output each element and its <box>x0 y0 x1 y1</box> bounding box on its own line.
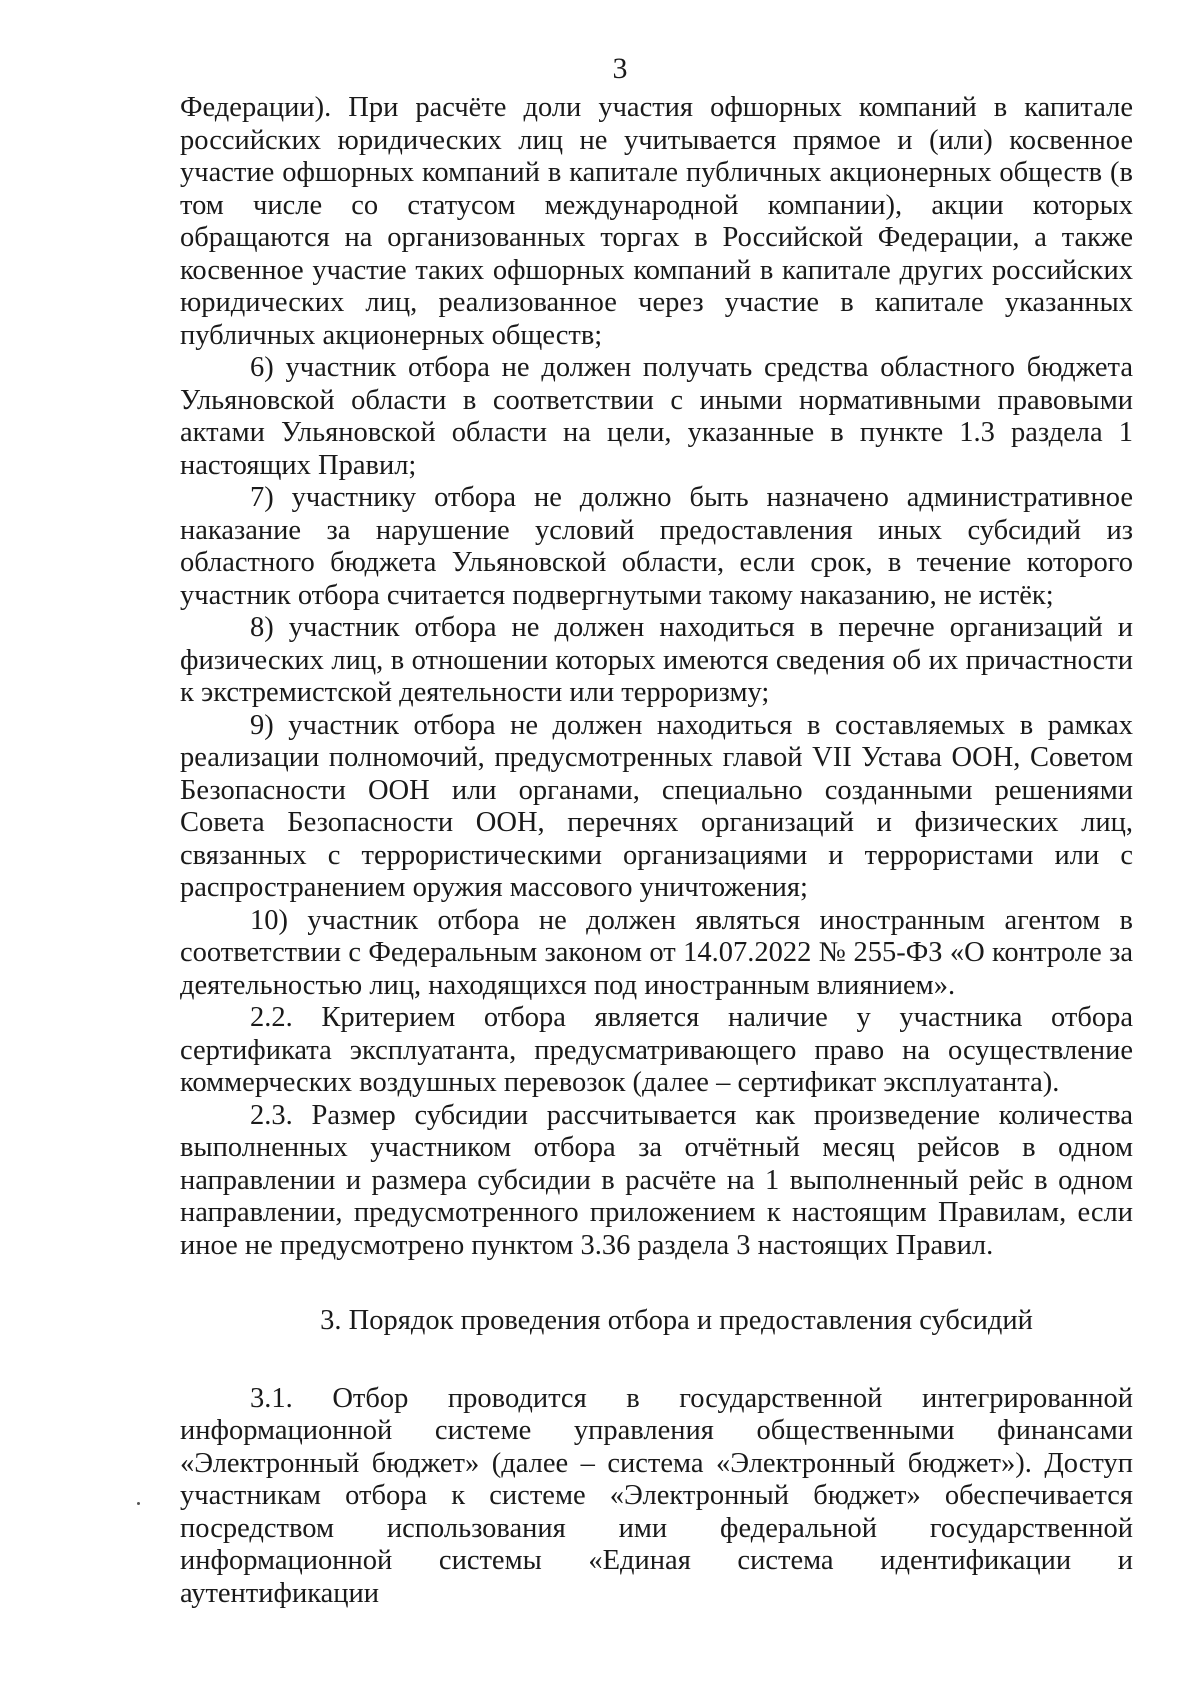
paragraph-continuation-offshore: Федерации). При расчёте доли участия офшорных компаний в капитале российских юридических лиц не учитывается прямое и (или) косвенное участие офшорных компаний в капитале публичных акционерных обществ (в том числе со статусом международной компании), акции которых обращаются на организованных торгах в Российской Федерации, а также косвенное участие таких офшорных компаний в капитале других российских юридических лиц, реализованное через участие в капитале указанных публичных акционерных обществ; <box>180 92 1133 351</box>
paragraph-item-10: 10) участник отбора не должен являться иностранным агентом в соответствии с Федеральным законом от 14.07.2022 № 255-ФЗ «О контроле за деятельностью лиц, находящихся под иностранным влиянием». <box>180 904 1133 1001</box>
paragraph-item-6: 6) участник отбора не должен получать средства областного бюджета Ульяновской области в соответствии с иными нормативными правовыми актами Ульяновской области на цели, указанные в пункте 1.3 раздела 1 настоящих Правил; <box>180 352 1133 481</box>
paragraph-2-3: 2.3. Размер субсидии рассчитывается как произведение количества выполненных участником отбора за отчётный месяц рейсов в одном направлении и размера субсидии в расчёте на 1 выполненный рейс в одном направлении, предусмотренного приложением к настоящим Правилам, если иное не предусмотрено пунктом 3.36 раздела 3 настоящих Правил. <box>180 1099 1133 1261</box>
document-body <box>180 92 1133 1610</box>
paragraph-2-2: 2.2. Критерием отбора является наличие у участника отбора сертификата эксплуатанта, предусматривающего право на осуществление коммерческих воздушных перевозок (далее – сертификат эксплуатанта). <box>180 1002 1133 1098</box>
paragraph-item-7: 7) участнику отбора не должно быть назначено административное наказание за нарушение условий предоставления иных субсидий из областного бюджета Ульяновской области, если срок, в течение которого участник отбора считается подвергнутыми такому наказанию, не истёк; <box>180 482 1133 611</box>
paragraph-3-1: 3.1. Отбор проводится в государственной интегрированной информационной системе управления общественными финансами «Электронный бюджет» (далее – система «Электронный бюджет»). Доступ участникам отбора к системе «Электронный бюджет» обеспечивается посредством использования ими федеральной государственной информационной системы «Единая система идентификации и аутентификации <box>180 1382 1133 1609</box>
paragraph-item-8: 8) участник отбора не должен находиться в перечне организаций и физических лиц, в отношении которых имеются сведения об их причастности к экстремистской деятельности или терроризму; <box>180 612 1133 708</box>
paragraph-item-9: 9) участник отбора не должен находиться в составляемых в рамках реализации полномочий, предусмотренных главой VII Устава ООН, Советом Безопасности ООН или органами, специально созданными решениями Совета Безопасности ООН, перечнях организаций и физических лиц, связанных с террористическими организациями и террористами или с распространением оружия массового уничтожения; <box>180 709 1133 903</box>
section-heading: 3. Порядок проведения отбора и предоставления субсидий <box>320 1305 1033 1336</box>
margin-scan-mark <box>137 1502 140 1505</box>
page-number: 3 <box>612 52 628 85</box>
